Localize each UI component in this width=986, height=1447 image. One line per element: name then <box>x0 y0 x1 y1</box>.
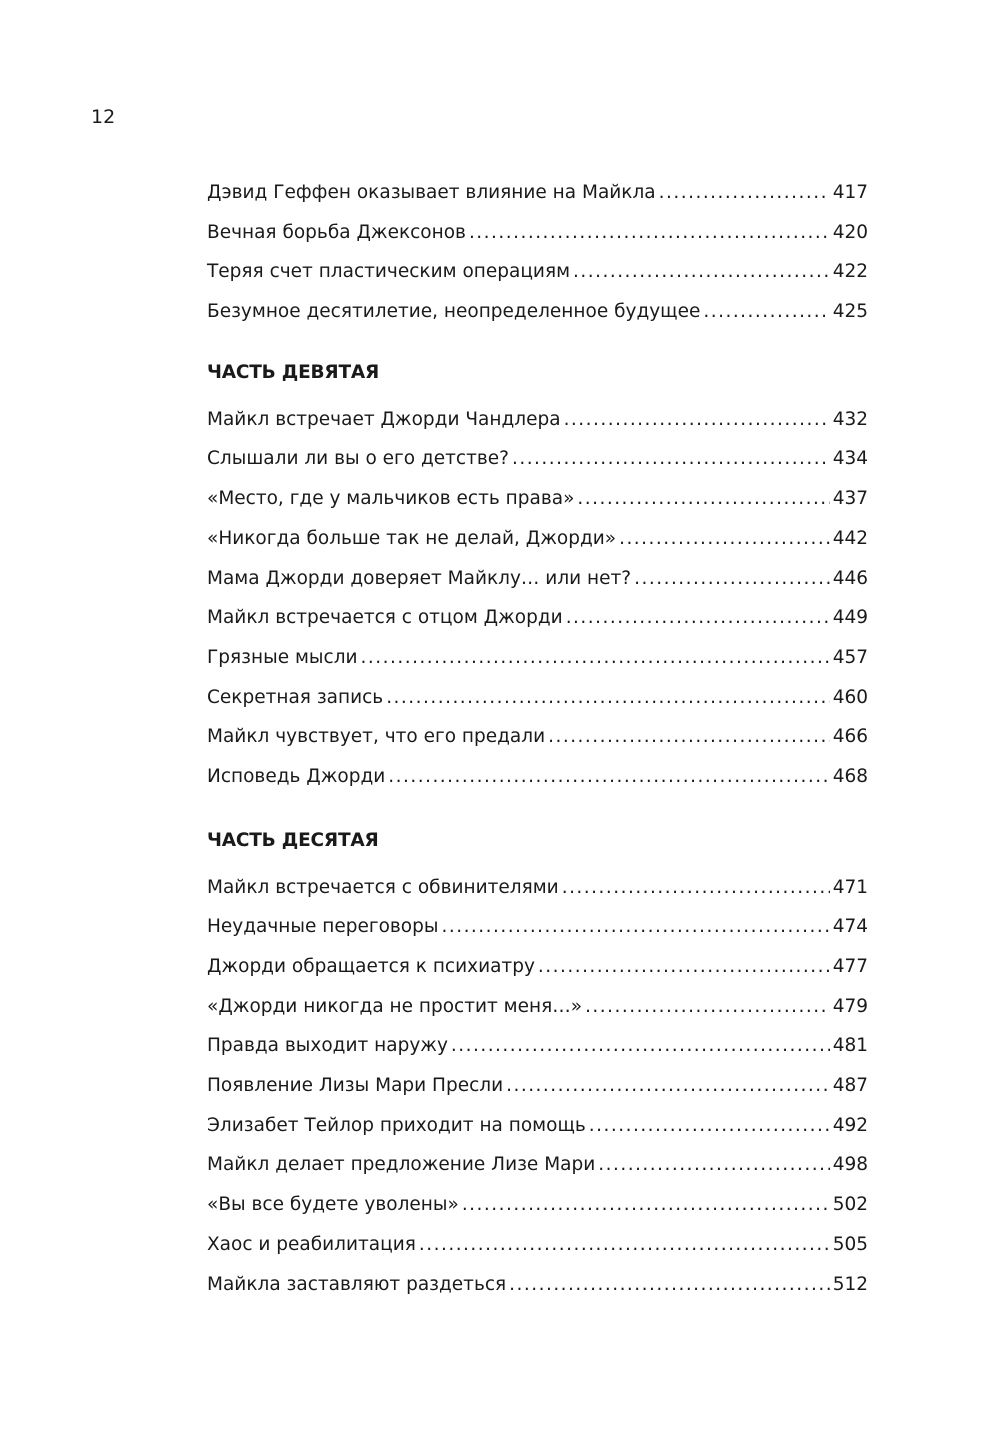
toc-entry <box>207 566 868 606</box>
toc-entry-page-number: 460 <box>832 686 868 708</box>
toc-entry <box>207 407 868 447</box>
dot-leader <box>538 954 830 980</box>
toc-entry-title: Элизабет Тейлор приходит на помощь <box>207 1114 586 1136</box>
toc-entry-page-number: 468 <box>832 765 868 787</box>
toc-part-ten-list <box>207 875 868 1312</box>
toc-entry-page-number: 422 <box>832 261 868 283</box>
dot-leader <box>419 1232 830 1258</box>
toc-entry-title: Хаос и реабилитация <box>207 1233 416 1255</box>
toc-entry <box>207 605 868 645</box>
toc-entry-title: Неудачные переговоры <box>207 916 439 938</box>
toc-entry-title: «Место, где у мальчиков есть права» <box>207 488 575 510</box>
dot-leader <box>619 526 830 552</box>
dot-leader <box>562 875 830 901</box>
dot-leader <box>703 299 829 325</box>
dot-leader <box>573 259 830 285</box>
table-of-contents <box>207 180 868 1311</box>
toc-entry <box>207 1152 868 1192</box>
toc-entry-page-number: 498 <box>832 1154 868 1176</box>
section-heading-part-nine: ЧАСТЬ ДЕВЯТАЯ <box>207 361 380 383</box>
toc-entry-page-number: 432 <box>832 408 868 430</box>
dot-leader <box>566 605 830 631</box>
dot-leader <box>506 1073 830 1099</box>
toc-entry-title: Майкл встречает Джорди Чандлера <box>207 408 561 430</box>
toc-entry <box>207 875 868 915</box>
dot-leader <box>361 645 830 671</box>
dot-leader <box>451 1033 830 1059</box>
toc-entry-title: «Никогда больше так не делай, Джорди» <box>207 527 617 549</box>
toc-entry-page-number: 474 <box>832 916 868 938</box>
toc-entry-title: Дэвид Геффен оказывает влияние на Майкла <box>207 182 656 203</box>
dot-leader <box>634 566 830 592</box>
toc-entry-page-number: 434 <box>832 448 868 470</box>
toc-entry <box>207 645 868 685</box>
toc-entry-title: «Джорди никогда не простит меня…» <box>207 995 583 1017</box>
toc-entry <box>207 1272 868 1312</box>
toc-entry-title: Безумное десятилетие, неопределенное будущее <box>207 301 701 323</box>
toc-entry-page-number: 442 <box>832 527 868 549</box>
dot-leader <box>564 407 830 433</box>
toc-entry-page-number: 425 <box>832 301 868 323</box>
toc-entry-page-number: 479 <box>832 995 868 1017</box>
toc-entry <box>207 1113 868 1153</box>
page-number: 12 <box>91 106 116 128</box>
dot-leader <box>548 724 830 750</box>
toc-entry-title: Мама Джорди доверяет Майклу… или нет? <box>207 567 632 589</box>
toc-entry <box>207 764 868 804</box>
toc-entry-title: Вечная борьба Джексонов <box>207 221 466 243</box>
toc-entry-title: Исповедь Джорди <box>207 765 386 787</box>
toc-entry-page-number: 481 <box>832 1035 868 1057</box>
toc-entry-page-number: 437 <box>832 488 868 510</box>
toc-part-nine-list <box>207 407 868 804</box>
toc-entry-page-number: 420 <box>832 221 868 243</box>
toc-entry <box>207 259 868 299</box>
dot-leader <box>577 486 829 512</box>
toc-entry-title: Теряя счет пластическим операциям <box>207 261 571 283</box>
toc-entry-page-number: 449 <box>832 607 868 629</box>
toc-entry <box>207 994 868 1034</box>
toc-entry-title: Правда выходит наружу <box>207 1035 448 1057</box>
toc-entry-title: Появление Лизы Мари Пресли <box>207 1075 504 1097</box>
dot-leader <box>598 1152 829 1178</box>
toc-entry-title: Майкл встречается с обвинителями <box>207 876 559 898</box>
dot-leader <box>386 685 830 711</box>
toc-entry <box>207 685 868 725</box>
toc-entry-page-number: 505 <box>832 1233 868 1255</box>
dot-leader <box>512 446 830 472</box>
toc-entry <box>207 1192 868 1232</box>
dot-leader <box>469 220 830 246</box>
toc-entry <box>207 1073 868 1113</box>
toc-entry-page-number: 492 <box>832 1114 868 1136</box>
dot-leader <box>659 180 830 206</box>
toc-entry <box>207 914 868 954</box>
toc-intro-list <box>207 180 868 339</box>
toc-entry <box>207 1033 868 1073</box>
toc-entry <box>207 299 868 339</box>
dot-leader <box>462 1192 830 1218</box>
toc-entry-page-number: 477 <box>832 956 868 977</box>
toc-entry-page-number: 457 <box>832 646 868 668</box>
toc-entry-title: Майкл делает предложение Лизе Мари <box>207 1154 596 1176</box>
toc-entry <box>207 724 868 764</box>
dot-leader <box>509 1272 830 1298</box>
toc-entry-title: Грязные мысли <box>207 646 358 668</box>
toc-entry <box>207 486 868 526</box>
dot-leader <box>585 994 830 1020</box>
toc-entry <box>207 954 868 994</box>
toc-entry-title: Майкл встречается с отцом Джорди <box>207 607 563 629</box>
section-heading-part-ten: ЧАСТЬ ДЕСЯТАЯ <box>207 829 379 851</box>
toc-entry-title: Джорди обращается к психиатру <box>207 956 535 977</box>
toc-entry-page-number: 471 <box>832 876 868 898</box>
dot-leader <box>441 914 829 940</box>
toc-entry <box>207 526 868 566</box>
toc-entry-page-number: 502 <box>832 1194 868 1216</box>
toc-entry-title: Майкл чувствует, что его предали <box>207 726 546 748</box>
toc-entry <box>207 220 868 260</box>
dot-leader <box>589 1113 830 1139</box>
toc-entry-page-number: 417 <box>832 182 868 203</box>
toc-entry-page-number: 446 <box>832 567 868 589</box>
toc-entry <box>207 446 868 486</box>
toc-entry-title: Секретная запись <box>207 686 384 708</box>
toc-entry-page-number: 487 <box>832 1075 868 1097</box>
toc-entry-title: «Вы все будете уволены» <box>207 1194 459 1216</box>
dot-leader <box>388 764 829 790</box>
toc-entry-page-number: 512 <box>832 1273 868 1295</box>
toc-entry-title: Слышали ли вы о его детстве? <box>207 448 509 470</box>
toc-entry <box>207 1232 868 1272</box>
toc-entry-title: Майкла заставляют раздеться <box>207 1273 507 1295</box>
toc-entry-page-number: 466 <box>832 726 868 748</box>
toc-entry <box>207 180 868 220</box>
